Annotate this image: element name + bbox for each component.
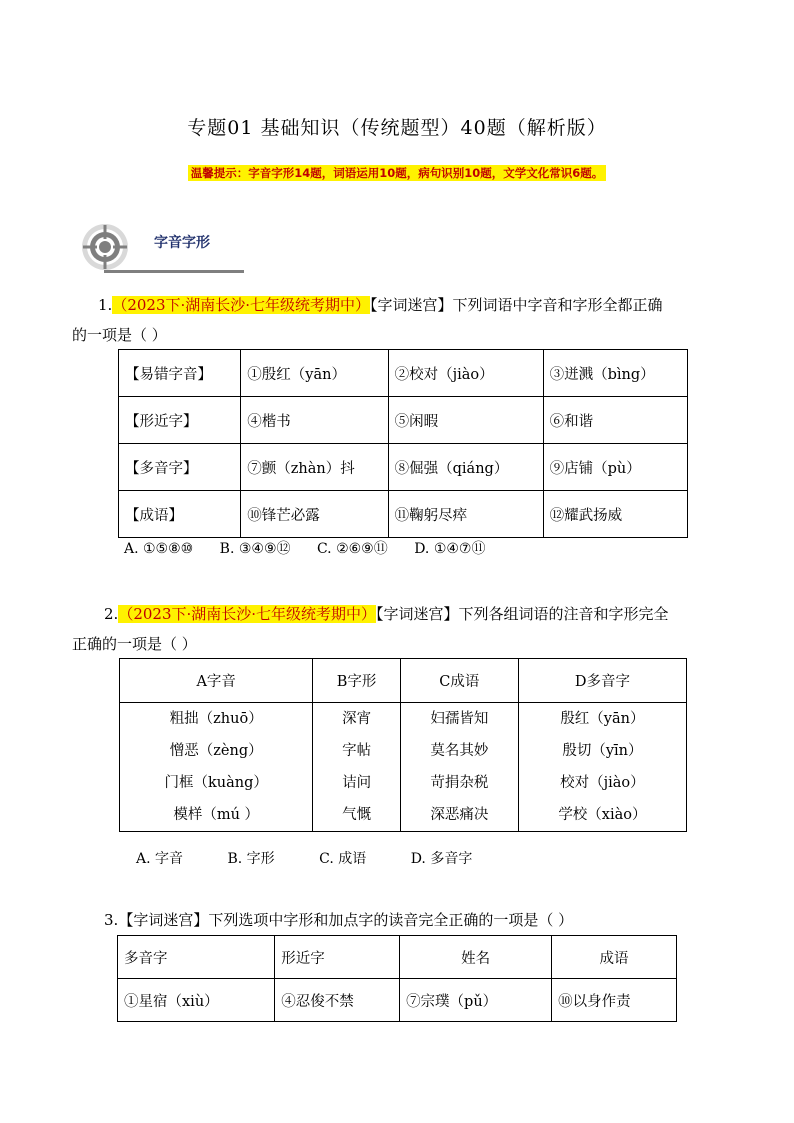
table-cell: ③迸溅（bìng）	[543, 350, 687, 397]
table-row	[119, 350, 688, 397]
option-d: D. ①④⑦⑪	[414, 541, 486, 557]
tip-banner	[0, 162, 794, 181]
question-source: （2023下·湖南长沙·七年级统考期中）	[118, 605, 377, 623]
table-header: A字音	[120, 659, 313, 703]
tip-text: 温馨提示：字音字形14题，词语运用10题，病句识别10题，文学文化常识6题。	[188, 165, 607, 181]
table-row	[119, 397, 688, 444]
option-a: A. ①⑤⑧⑩	[124, 541, 194, 557]
section-label: 字音字形	[154, 235, 210, 251]
table-cell: ⑨店铺（pù）	[543, 444, 687, 491]
table-cell: 【易错字音】	[119, 350, 241, 397]
cell-line: 苛捐杂税	[430, 775, 489, 791]
table-header: B字形	[313, 659, 400, 703]
table-cell	[518, 703, 686, 832]
cell-line: 憎恶（zèng）	[169, 743, 263, 759]
option-c: C. 成语	[319, 851, 367, 867]
cell-line: 深宵	[342, 711, 372, 727]
question-stem: 【字词迷宫】下列各组词语的注音和字形完全	[376, 605, 669, 623]
question-number: 2.	[104, 605, 119, 623]
table-cell: ⑦宗璞（pǔ）	[400, 979, 552, 1022]
option-b: B. ③④⑨⑫	[219, 541, 291, 557]
table-cell: ⑦颤（zhàn）抖	[241, 444, 388, 491]
table-header: D多音字	[518, 659, 686, 703]
cell-line: 校对（jiào）	[560, 775, 645, 791]
question-3-line-1	[104, 909, 573, 930]
question-2-options	[136, 848, 512, 868]
table-row	[120, 703, 687, 832]
option-c: C. ②⑥⑨⑪	[316, 541, 388, 557]
table-cell	[120, 703, 313, 832]
table-header-row	[118, 936, 677, 979]
cell-line: 殷红（yān）	[560, 711, 645, 727]
table-header-row	[120, 659, 687, 703]
table-cell	[400, 703, 518, 832]
table-cell	[313, 703, 400, 832]
question-1-options	[124, 538, 507, 558]
table-cell: ⑫耀武扬威	[543, 491, 687, 538]
question-stem: 【字词迷宫】下列词语中字音和字形全都正确	[370, 296, 663, 314]
table-cell: ②校对（jiào）	[388, 350, 543, 397]
cell-line: 诘问	[342, 775, 372, 791]
cell-line: 殷切（yīn）	[562, 743, 643, 759]
cell-line: 深恶痛决	[430, 807, 489, 823]
table-header: C成语	[400, 659, 518, 703]
table-header: 形近字	[275, 936, 400, 979]
question-2-line-1	[104, 603, 669, 624]
option-d: D. 多音字	[410, 851, 473, 867]
table-header: 多音字	[118, 936, 275, 979]
target-icon	[80, 222, 130, 272]
question-3-table	[117, 935, 677, 1022]
question-1-line-1	[98, 294, 663, 315]
question-2-table	[119, 658, 687, 832]
cell-line: 莫名其妙	[430, 743, 489, 759]
table-cell: 【成语】	[119, 491, 241, 538]
cell-line: 字帖	[342, 743, 372, 759]
table-cell: 【多音字】	[119, 444, 241, 491]
section-header	[80, 222, 245, 278]
cell-line: 气慨	[342, 807, 372, 823]
table-row	[119, 444, 688, 491]
question-number: 1.	[98, 296, 113, 314]
question-source: （2023下·湖南长沙·七年级统考期中）	[112, 296, 371, 314]
table-header: 成语	[552, 936, 677, 979]
table-cell: ⑤闲暇	[388, 397, 543, 444]
option-b: B. 字形	[227, 851, 275, 867]
cell-line: 模样（mú ）	[173, 807, 260, 823]
table-cell: 【形近字】	[119, 397, 241, 444]
cell-line: 粗拙（zhuō）	[169, 711, 263, 727]
table-cell: ④忍俊不禁	[275, 979, 400, 1022]
question-1-line-2: 的一项是（ ）	[72, 326, 167, 344]
question-2-line-2: 正确的一项是（ ）	[72, 635, 197, 653]
table-cell: ⑩以身作责	[552, 979, 677, 1022]
section-underline	[104, 270, 244, 273]
cell-line: 学校（xiào）	[558, 807, 647, 823]
table-cell: ⑧倔强（qiáng）	[388, 444, 543, 491]
cell-line: 妇孺皆知	[430, 711, 489, 727]
table-cell: ⑩锋芒必露	[241, 491, 388, 538]
option-a: A. 字音	[136, 851, 184, 867]
table-cell: ⑥和谐	[543, 397, 687, 444]
table-cell: ①殷红（yān）	[241, 350, 388, 397]
table-cell: ⑪鞠躬尽瘁	[388, 491, 543, 538]
page-title: 专题01 基础知识（传统题型）40题（解析版）	[187, 117, 607, 139]
question-number: 3.	[104, 911, 119, 929]
question-1-table	[118, 349, 688, 538]
table-cell: ①星宿（xiù）	[118, 979, 275, 1022]
table-header: 姓名	[400, 936, 552, 979]
table-row	[119, 491, 688, 538]
table-cell: ④楷书	[241, 397, 388, 444]
cell-line: 门框（kuàng）	[164, 775, 268, 791]
table-row	[118, 979, 677, 1022]
question-stem: 【字词迷宫】下列选项中字形和加点字的读音完全正确的一项是（ ）	[118, 911, 574, 929]
